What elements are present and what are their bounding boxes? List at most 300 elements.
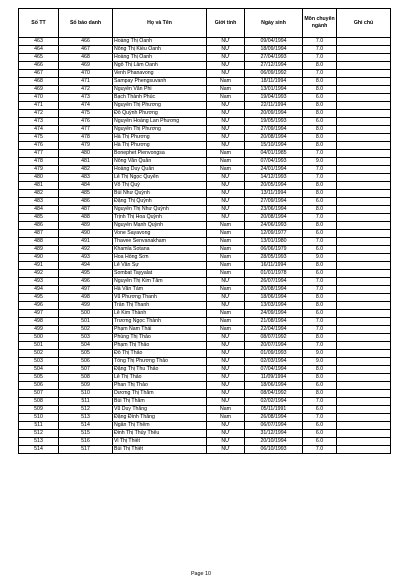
table-row	[19, 342, 391, 350]
table-row	[19, 46, 391, 54]
cell-note	[337, 286, 391, 294]
cell-sex: Nam	[207, 310, 245, 318]
cell-name: Trần Thị Thanh	[113, 302, 207, 310]
cell-score: 7.0	[303, 238, 337, 246]
cell-name: Đỗ Thị Thảo	[113, 350, 207, 358]
cell-stt: 509	[19, 406, 59, 414]
table-row	[19, 254, 391, 262]
cell-note	[337, 230, 391, 238]
cell-name: Sombat Tayyalat	[113, 270, 207, 278]
cell-name: Phùng Thị Thảo	[113, 334, 207, 342]
cell-dob: 27/04/1993	[245, 54, 303, 62]
cell-note	[337, 46, 391, 54]
cell-score: 7.0	[303, 214, 337, 222]
cell-sex: NỮ	[207, 102, 245, 110]
cell-sex: Nam	[207, 326, 245, 334]
cell-stt: 470	[19, 94, 59, 102]
cell-sbd: 516	[59, 438, 113, 446]
cell-dob: 13/01/1994	[245, 86, 303, 94]
cell-stt: 514	[19, 446, 59, 454]
cell-sex: NỮ	[207, 366, 245, 374]
cell-sex: Nam	[207, 318, 245, 326]
cell-score: 8.0	[303, 334, 337, 342]
table-row	[19, 446, 391, 454]
cell-dob: 13/03/1994	[245, 302, 303, 310]
cell-note	[337, 102, 391, 110]
cell-sex: NỮ	[207, 126, 245, 134]
cell-sbd: 469	[59, 62, 113, 70]
cell-sex: Nam	[207, 246, 245, 254]
cell-score: 6.0	[303, 230, 337, 238]
table-body	[19, 38, 391, 454]
cell-dob: 06/10/1993	[245, 446, 303, 454]
cell-dob: 13/01/1980	[245, 238, 303, 246]
cell-sex: Nam	[207, 270, 245, 278]
cell-sbd: 482	[59, 166, 113, 174]
table-row	[19, 142, 391, 150]
header-note: Ghi chú	[337, 9, 391, 38]
cell-dob: 04/01/1985	[245, 150, 303, 158]
cell-sbd: 466	[59, 38, 113, 46]
cell-score: 7.0	[303, 38, 337, 46]
cell-score: 7.0	[303, 174, 337, 182]
cell-stt: 508	[19, 398, 59, 406]
cell-name: Hà Thị Phương	[113, 142, 207, 150]
header-sex: Giới tính	[207, 9, 245, 38]
cell-score: 7.0	[303, 414, 337, 422]
cell-dob: 27/12/1994	[245, 62, 303, 70]
cell-sbd: 503	[59, 334, 113, 342]
cell-dob: 14/12/1993	[245, 174, 303, 182]
table-row	[19, 158, 391, 166]
cell-stt: 506	[19, 382, 59, 390]
cell-score: 8.0	[303, 142, 337, 150]
cell-stt: 483	[19, 198, 59, 206]
cell-sex: NỮ	[207, 54, 245, 62]
cell-note	[337, 390, 391, 398]
cell-score: 8.0	[303, 190, 337, 198]
cell-score: 6.0	[303, 94, 337, 102]
cell-sex: NỮ	[207, 294, 245, 302]
cell-note	[337, 246, 391, 254]
cell-dob: 18/06/1994	[245, 382, 303, 390]
cell-sbd: 481	[59, 158, 113, 166]
cell-sbd: 473	[59, 94, 113, 102]
cell-score: 6.0	[303, 198, 337, 206]
table-row	[19, 214, 391, 222]
cell-score: 7.0	[303, 54, 337, 62]
cell-stt: 476	[19, 142, 59, 150]
cell-sex: NỮ	[207, 334, 245, 342]
cell-sbd: 508	[59, 374, 113, 382]
header-stt: Số TT	[19, 9, 59, 38]
cell-sex: NỮ	[207, 422, 245, 430]
cell-score: 6.0	[303, 382, 337, 390]
cell-name: Ngô Thị Lâm Oanh	[113, 62, 207, 70]
cell-note	[337, 118, 391, 126]
cell-sex: NỮ	[207, 446, 245, 454]
cell-score: 7.0	[303, 318, 337, 326]
cell-name: Hoàng Thị Oanh	[113, 54, 207, 62]
cell-sex: NỮ	[207, 110, 245, 118]
table-row	[19, 150, 391, 158]
cell-sbd: 495	[59, 270, 113, 278]
cell-sbd: 505	[59, 350, 113, 358]
cell-name: Bùi Như Quỳnh	[113, 190, 207, 198]
cell-note	[337, 94, 391, 102]
cell-dob: 07/04/1994	[245, 366, 303, 374]
cell-name: Ngân Thị Thêm	[113, 422, 207, 430]
cell-name: Đỗ Quỳnh Phương	[113, 110, 207, 118]
cell-note	[337, 190, 391, 198]
cell-note	[337, 198, 391, 206]
cell-sex: Nam	[207, 286, 245, 294]
cell-sex: NỮ	[207, 350, 245, 358]
cell-dob: 18/09/1994	[245, 46, 303, 54]
cell-note	[337, 174, 391, 182]
cell-note	[337, 222, 391, 230]
cell-stt: 481	[19, 182, 59, 190]
cell-sbd: 490	[59, 230, 113, 238]
cell-sbd: 470	[59, 70, 113, 78]
cell-sbd: 506	[59, 358, 113, 366]
cell-sex: NỮ	[207, 182, 245, 190]
cell-name: Vũ Duy Thắng	[113, 406, 207, 414]
cell-dob: 31/12/1994	[245, 430, 303, 438]
cell-dob: 08/07/1992	[245, 334, 303, 342]
cell-name: Đặng Thị Thu Thảo	[113, 366, 207, 374]
cell-score: 7.0	[303, 398, 337, 406]
cell-score: 8.0	[303, 102, 337, 110]
cell-score: 7.0	[303, 46, 337, 54]
cell-sbd: 515	[59, 430, 113, 438]
cell-dob: 13/11/1994	[245, 190, 303, 198]
cell-dob: 20/08/1994	[245, 134, 303, 142]
table-row	[19, 334, 391, 342]
cell-sbd: 475	[59, 110, 113, 118]
table-row	[19, 102, 391, 110]
cell-sex: NỮ	[207, 374, 245, 382]
cell-stt: 500	[19, 334, 59, 342]
cell-score: 9.0	[303, 358, 337, 366]
cell-score: 8.0	[303, 62, 337, 70]
cell-name: Vũ Phương Thanh	[113, 294, 207, 302]
cell-score: 8.0	[303, 78, 337, 86]
cell-name: Tống Thị Phương Thảo	[113, 358, 207, 366]
cell-stt: 466	[19, 62, 59, 70]
table-row	[19, 286, 391, 294]
cell-sex: NỮ	[207, 358, 245, 366]
table-row	[19, 238, 391, 246]
cell-dob: 20/07/1994	[245, 342, 303, 350]
cell-dob: 20/08/1994	[245, 214, 303, 222]
table-row	[19, 166, 391, 174]
table-row	[19, 270, 391, 278]
cell-score: 6.0	[303, 422, 337, 430]
cell-score: 9.0	[303, 254, 337, 262]
cell-sbd: 492	[59, 246, 113, 254]
cell-sex: NỮ	[207, 214, 245, 222]
cell-sex: NỮ	[207, 382, 245, 390]
cell-sex: NỮ	[207, 38, 245, 46]
table-row	[19, 310, 391, 318]
cell-name: Dương Thị Thắm	[113, 390, 207, 398]
cell-dob: 27/09/1994	[245, 198, 303, 206]
cell-sex: Nam	[207, 166, 245, 174]
cell-sbd: 474	[59, 102, 113, 110]
cell-stt: 479	[19, 166, 59, 174]
cell-sbd: 476	[59, 118, 113, 126]
cell-stt: 493	[19, 278, 59, 286]
cell-stt: 513	[19, 438, 59, 446]
cell-sbd: 478	[59, 134, 113, 142]
cell-score: 7.0	[303, 446, 337, 454]
cell-name: Hà Văn Tám	[113, 286, 207, 294]
cell-dob: 02/03/1994	[245, 358, 303, 366]
cell-score: 6.0	[303, 406, 337, 414]
cell-name: Lê Thị Thảo	[113, 374, 207, 382]
cell-sex: NỮ	[207, 190, 245, 198]
cell-dob: 06/07/1994	[245, 422, 303, 430]
table-row	[19, 438, 391, 446]
table-row	[19, 174, 391, 182]
cell-note	[337, 182, 391, 190]
cell-name: Lê Văn Sự	[113, 262, 207, 270]
cell-sex: NỮ	[207, 46, 245, 54]
cell-sbd: 491	[59, 238, 113, 246]
cell-score: 7.0	[303, 70, 337, 78]
table-row	[19, 414, 391, 422]
cell-name: Nguyễn Hoàng Lan Phương	[113, 118, 207, 126]
cell-sbd: 501	[59, 318, 113, 326]
cell-dob: 01/01/1978	[245, 270, 303, 278]
cell-name: Hoa Hồng Sơn	[113, 254, 207, 262]
cell-sbd: 467	[59, 46, 113, 54]
roster-sheet	[18, 8, 390, 454]
cell-name: Trịnh Thị Hoa Quỳnh	[113, 214, 207, 222]
cell-note	[337, 302, 391, 310]
page-footer: Page 10	[190, 571, 212, 577]
cell-sex: NỮ	[207, 62, 245, 70]
table-row	[19, 134, 391, 142]
cell-sbd: 468	[59, 54, 113, 62]
cell-stt: 498	[19, 318, 59, 326]
cell-sbd: 507	[59, 366, 113, 374]
cell-note	[337, 406, 391, 414]
cell-sex: Nam	[207, 238, 245, 246]
cell-note	[337, 270, 391, 278]
cell-note	[337, 134, 391, 142]
cell-score: 7.0	[303, 326, 337, 334]
table-row	[19, 246, 391, 254]
cell-sex: Nam	[207, 262, 245, 270]
cell-name: Đinh Thị Thúy Thêu	[113, 430, 207, 438]
cell-sbd: 517	[59, 446, 113, 454]
cell-sbd: 480	[59, 150, 113, 158]
cell-sbd: 494	[59, 262, 113, 270]
cell-name: Bạch Thành Phúc	[113, 94, 207, 102]
cell-name: Khamla Sotana	[113, 246, 207, 254]
cell-dob: 15/10/1994	[245, 142, 303, 150]
cell-score: 7.0	[303, 286, 337, 294]
cell-note	[337, 278, 391, 286]
cell-dob: 24/09/1994	[245, 310, 303, 318]
cell-dob: 12/09/1977	[245, 230, 303, 238]
cell-stt: 504	[19, 366, 59, 374]
cell-sex: Nam	[207, 86, 245, 94]
cell-dob: 19/04/1993	[245, 94, 303, 102]
cell-stt: 502	[19, 350, 59, 358]
cell-stt: 511	[19, 422, 59, 430]
table-row	[19, 430, 391, 438]
cell-name: Vi Thị Thiết	[113, 438, 207, 446]
table-row	[19, 294, 391, 302]
cell-note	[337, 78, 391, 86]
cell-score: 6.0	[303, 430, 337, 438]
table-row	[19, 70, 391, 78]
table-row	[19, 318, 391, 326]
cell-name: Bùi Thị Thiết	[113, 446, 207, 454]
cell-dob: 26/08/1994	[245, 414, 303, 422]
cell-sbd: 498	[59, 294, 113, 302]
cell-sex: NỮ	[207, 198, 245, 206]
cell-dob: 08/04/1992	[245, 390, 303, 398]
cell-note	[337, 374, 391, 382]
cell-note	[337, 238, 391, 246]
cell-note	[337, 142, 391, 150]
cell-stt: 477	[19, 150, 59, 158]
cell-name: Lê Kim Thành	[113, 310, 207, 318]
cell-sbd: 489	[59, 222, 113, 230]
cell-sbd: 500	[59, 310, 113, 318]
table-row	[19, 406, 391, 414]
cell-note	[337, 422, 391, 430]
cell-sex: NỮ	[207, 438, 245, 446]
cell-note	[337, 70, 391, 78]
cell-name: Nguyễn Thị Phương	[113, 126, 207, 134]
cell-dob: 01/09/1993	[245, 350, 303, 358]
cell-stt: 512	[19, 430, 59, 438]
cell-sex: Nam	[207, 150, 245, 158]
cell-stt: 469	[19, 86, 59, 94]
cell-note	[337, 342, 391, 350]
cell-stt: 482	[19, 190, 59, 198]
cell-score: 8.0	[303, 206, 337, 214]
table-row	[19, 326, 391, 334]
cell-dob: 26/07/1994	[245, 278, 303, 286]
cell-score: 6.0	[303, 310, 337, 318]
cell-sbd: 512	[59, 406, 113, 414]
cell-name: Phan Thị Thảo	[113, 382, 207, 390]
cell-sbd: 485	[59, 190, 113, 198]
header-sbd: Số báo danh	[59, 9, 113, 38]
cell-note	[337, 214, 391, 222]
cell-name: Nguyễn Văn Phi	[113, 86, 207, 94]
cell-name: Đặng Thị Quỳnh	[113, 198, 207, 206]
cell-note	[337, 262, 391, 270]
cell-name: Hoàng Thị Oanh	[113, 38, 207, 46]
cell-score: 9.0	[303, 158, 337, 166]
cell-dob: 20/10/1994	[245, 438, 303, 446]
cell-stt: 488	[19, 238, 59, 246]
cell-stt: 494	[19, 286, 59, 294]
cell-dob: 20/09/1994	[245, 110, 303, 118]
cell-name: Nguyễn Thị Kim Tâm	[113, 278, 207, 286]
cell-note	[337, 158, 391, 166]
cell-score: 6.0	[303, 118, 337, 126]
cell-sbd: 514	[59, 422, 113, 430]
cell-dob: 21/08/1994	[245, 318, 303, 326]
table-row	[19, 206, 391, 214]
cell-stt: 465	[19, 54, 59, 62]
cell-stt: 475	[19, 134, 59, 142]
cell-score: 6.0	[303, 270, 337, 278]
cell-sbd: 513	[59, 414, 113, 422]
cell-stt: 501	[19, 342, 59, 350]
cell-note	[337, 38, 391, 46]
cell-score: 9.0	[303, 350, 337, 358]
cell-stt: 490	[19, 254, 59, 262]
cell-dob: 22/04/1994	[245, 326, 303, 334]
cell-sex: NỮ	[207, 398, 245, 406]
cell-sbd: 496	[59, 278, 113, 286]
cell-stt: 480	[19, 174, 59, 182]
cell-name: Vone Sayavong	[113, 230, 207, 238]
table-row	[19, 382, 391, 390]
cell-sex: NỮ	[207, 206, 245, 214]
table-row	[19, 118, 391, 126]
cell-score: 7.0	[303, 342, 337, 350]
cell-score: 8.0	[303, 182, 337, 190]
cell-note	[337, 414, 391, 422]
cell-stt: 492	[19, 270, 59, 278]
cell-note	[337, 62, 391, 70]
cell-score: 8.0	[303, 374, 337, 382]
cell-stt: 485	[19, 214, 59, 222]
cell-stt: 487	[19, 230, 59, 238]
table-row	[19, 54, 391, 62]
table-header-row	[19, 9, 391, 38]
cell-sex: Nam	[207, 78, 245, 86]
cell-stt: 486	[19, 222, 59, 230]
table-row	[19, 366, 391, 374]
cell-sex: Nam	[207, 414, 245, 422]
cell-sbd: 479	[59, 142, 113, 150]
cell-stt: 510	[19, 414, 59, 422]
cell-sbd: 484	[59, 182, 113, 190]
cell-sbd: 472	[59, 86, 113, 94]
cell-dob: 20/05/1994	[245, 182, 303, 190]
cell-dob: 06/06/1979	[245, 246, 303, 254]
cell-sex: NỮ	[207, 390, 245, 398]
cell-name: Bonephet Pienvongsa	[113, 150, 207, 158]
table-row	[19, 230, 391, 238]
cell-sbd: 493	[59, 254, 113, 262]
cell-name: Venh Phanavong	[113, 70, 207, 78]
cell-stt: 491	[19, 262, 59, 270]
cell-stt: 467	[19, 70, 59, 78]
cell-stt: 505	[19, 374, 59, 382]
cell-note	[337, 366, 391, 374]
table-row	[19, 302, 391, 310]
cell-stt: 497	[19, 310, 59, 318]
cell-note	[337, 294, 391, 302]
cell-sex: NỮ	[207, 342, 245, 350]
candidate-table	[18, 8, 391, 454]
cell-name: Đặng Đình Thắng	[113, 414, 207, 422]
cell-sex: NỮ	[207, 70, 245, 78]
cell-note	[337, 150, 391, 158]
